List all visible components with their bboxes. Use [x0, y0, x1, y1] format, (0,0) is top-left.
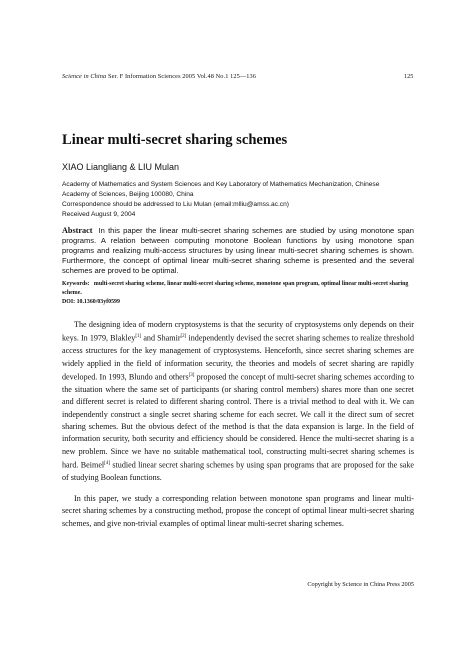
citation-ref: [4] [104, 461, 110, 467]
citation-ref: [2] [180, 334, 187, 340]
article-title: Linear multi-secret sharing schemes [62, 132, 288, 148]
keywords-label: Keywords: [62, 281, 90, 287]
received-date: Received August 9, 2004 [62, 210, 136, 218]
running-head [62, 73, 362, 80]
paragraph-text: proposed the concept of multi-secret sharing schemes according to the situation where the same set of participants (or sharing control members) shares more than one secret and different secret is related to different sharing control. There is a trivial method to deal with it. We can independently construct a single secret sharing scheme for each secret. We call it the direct sum of secret sharing schemes. But the obvious defect of the method is that the data expansion is large. In the field of information security, both security and efficiency should be considered. Hence the multi-secret sharing is a new problem. Since we have no suitable mathematical tool, constructing multi-secret sharing schemes is hard. Beimel [62, 372, 414, 470]
doi: DOI: 10.1360/03yf0599 [62, 299, 120, 305]
copyright-notice: Copyright by Science in China Press 2005 [307, 581, 414, 588]
body-text [62, 319, 414, 539]
abstract-text: In this paper the linear multi-secret sharing schemes are studied by using monotone span programs. A relation between computing monotone Boolean functions by using monotone span programs and realizing multi-access structures by using linear multi-secret sharing schemes is shown. Furthermore, the concept of optimal linear multi-secret sharing scheme is presented and the several schemes are proved to be optimal. [62, 226, 414, 276]
page-number: 125 [404, 73, 414, 80]
affiliation-block [62, 180, 414, 220]
body-paragraph [62, 319, 414, 485]
correspondence-line: Correspondence should be addressed to Liu Mulan (email:mlliu@amss.ac.cn) [62, 200, 289, 208]
citation-ref: [1] [135, 334, 142, 340]
paragraph-text: and Shamir [141, 334, 181, 344]
abstract [62, 226, 414, 276]
journal-name: Science in China [62, 73, 107, 80]
author-list: XIAO Liangliang & LIU Mulan [62, 162, 180, 172]
paragraph-text: The designing idea of modern cryptosystems is that the security of cryptosystems only depends on their keys. In 1979, Blakley [62, 320, 414, 344]
affiliation-line: Academy of Sciences, Beijing 100080, China [62, 190, 194, 198]
keywords [62, 280, 414, 297]
affiliation-line: Academy of Mathematics and System Sciences and Key Laboratory of Mathematics Mechanization, Chinese [62, 181, 380, 188]
keywords-text: multi-secret sharing scheme, linear multi-secret sharing scheme, monotone span program, optimal linear multi-secret sharing scheme. [62, 281, 409, 296]
abstract-label: Abstract [62, 226, 93, 235]
body-paragraph: In this paper, we study a corresponding relation between monotone span programs and linear multi-secret sharing schemes by a constructing method, propose the concept of optimal linear multi-secret sharing schemes, and give non-trivial examples of optimal linear multi-secret sharing schemes. [62, 494, 414, 528]
citation-ref: [3] [188, 373, 195, 379]
paragraph-text: studied linear secret sharing schemes by using span programs that are proposed for the sake of studying Boolean functions. [62, 460, 414, 483]
paragraph-text: independently devised the secret sharing schemes to realize threshold access structures for the key management of cryptosystems. Henceforth, since secret sharing schemes are widely applied in the field of information security, the theories and models of secret sharing are rapidly developed. In 1993, Blundo and others [62, 334, 414, 382]
journal-citation: Ser. F Information Sciences 2005 Vol.48 No.1 125—136 [107, 73, 257, 80]
